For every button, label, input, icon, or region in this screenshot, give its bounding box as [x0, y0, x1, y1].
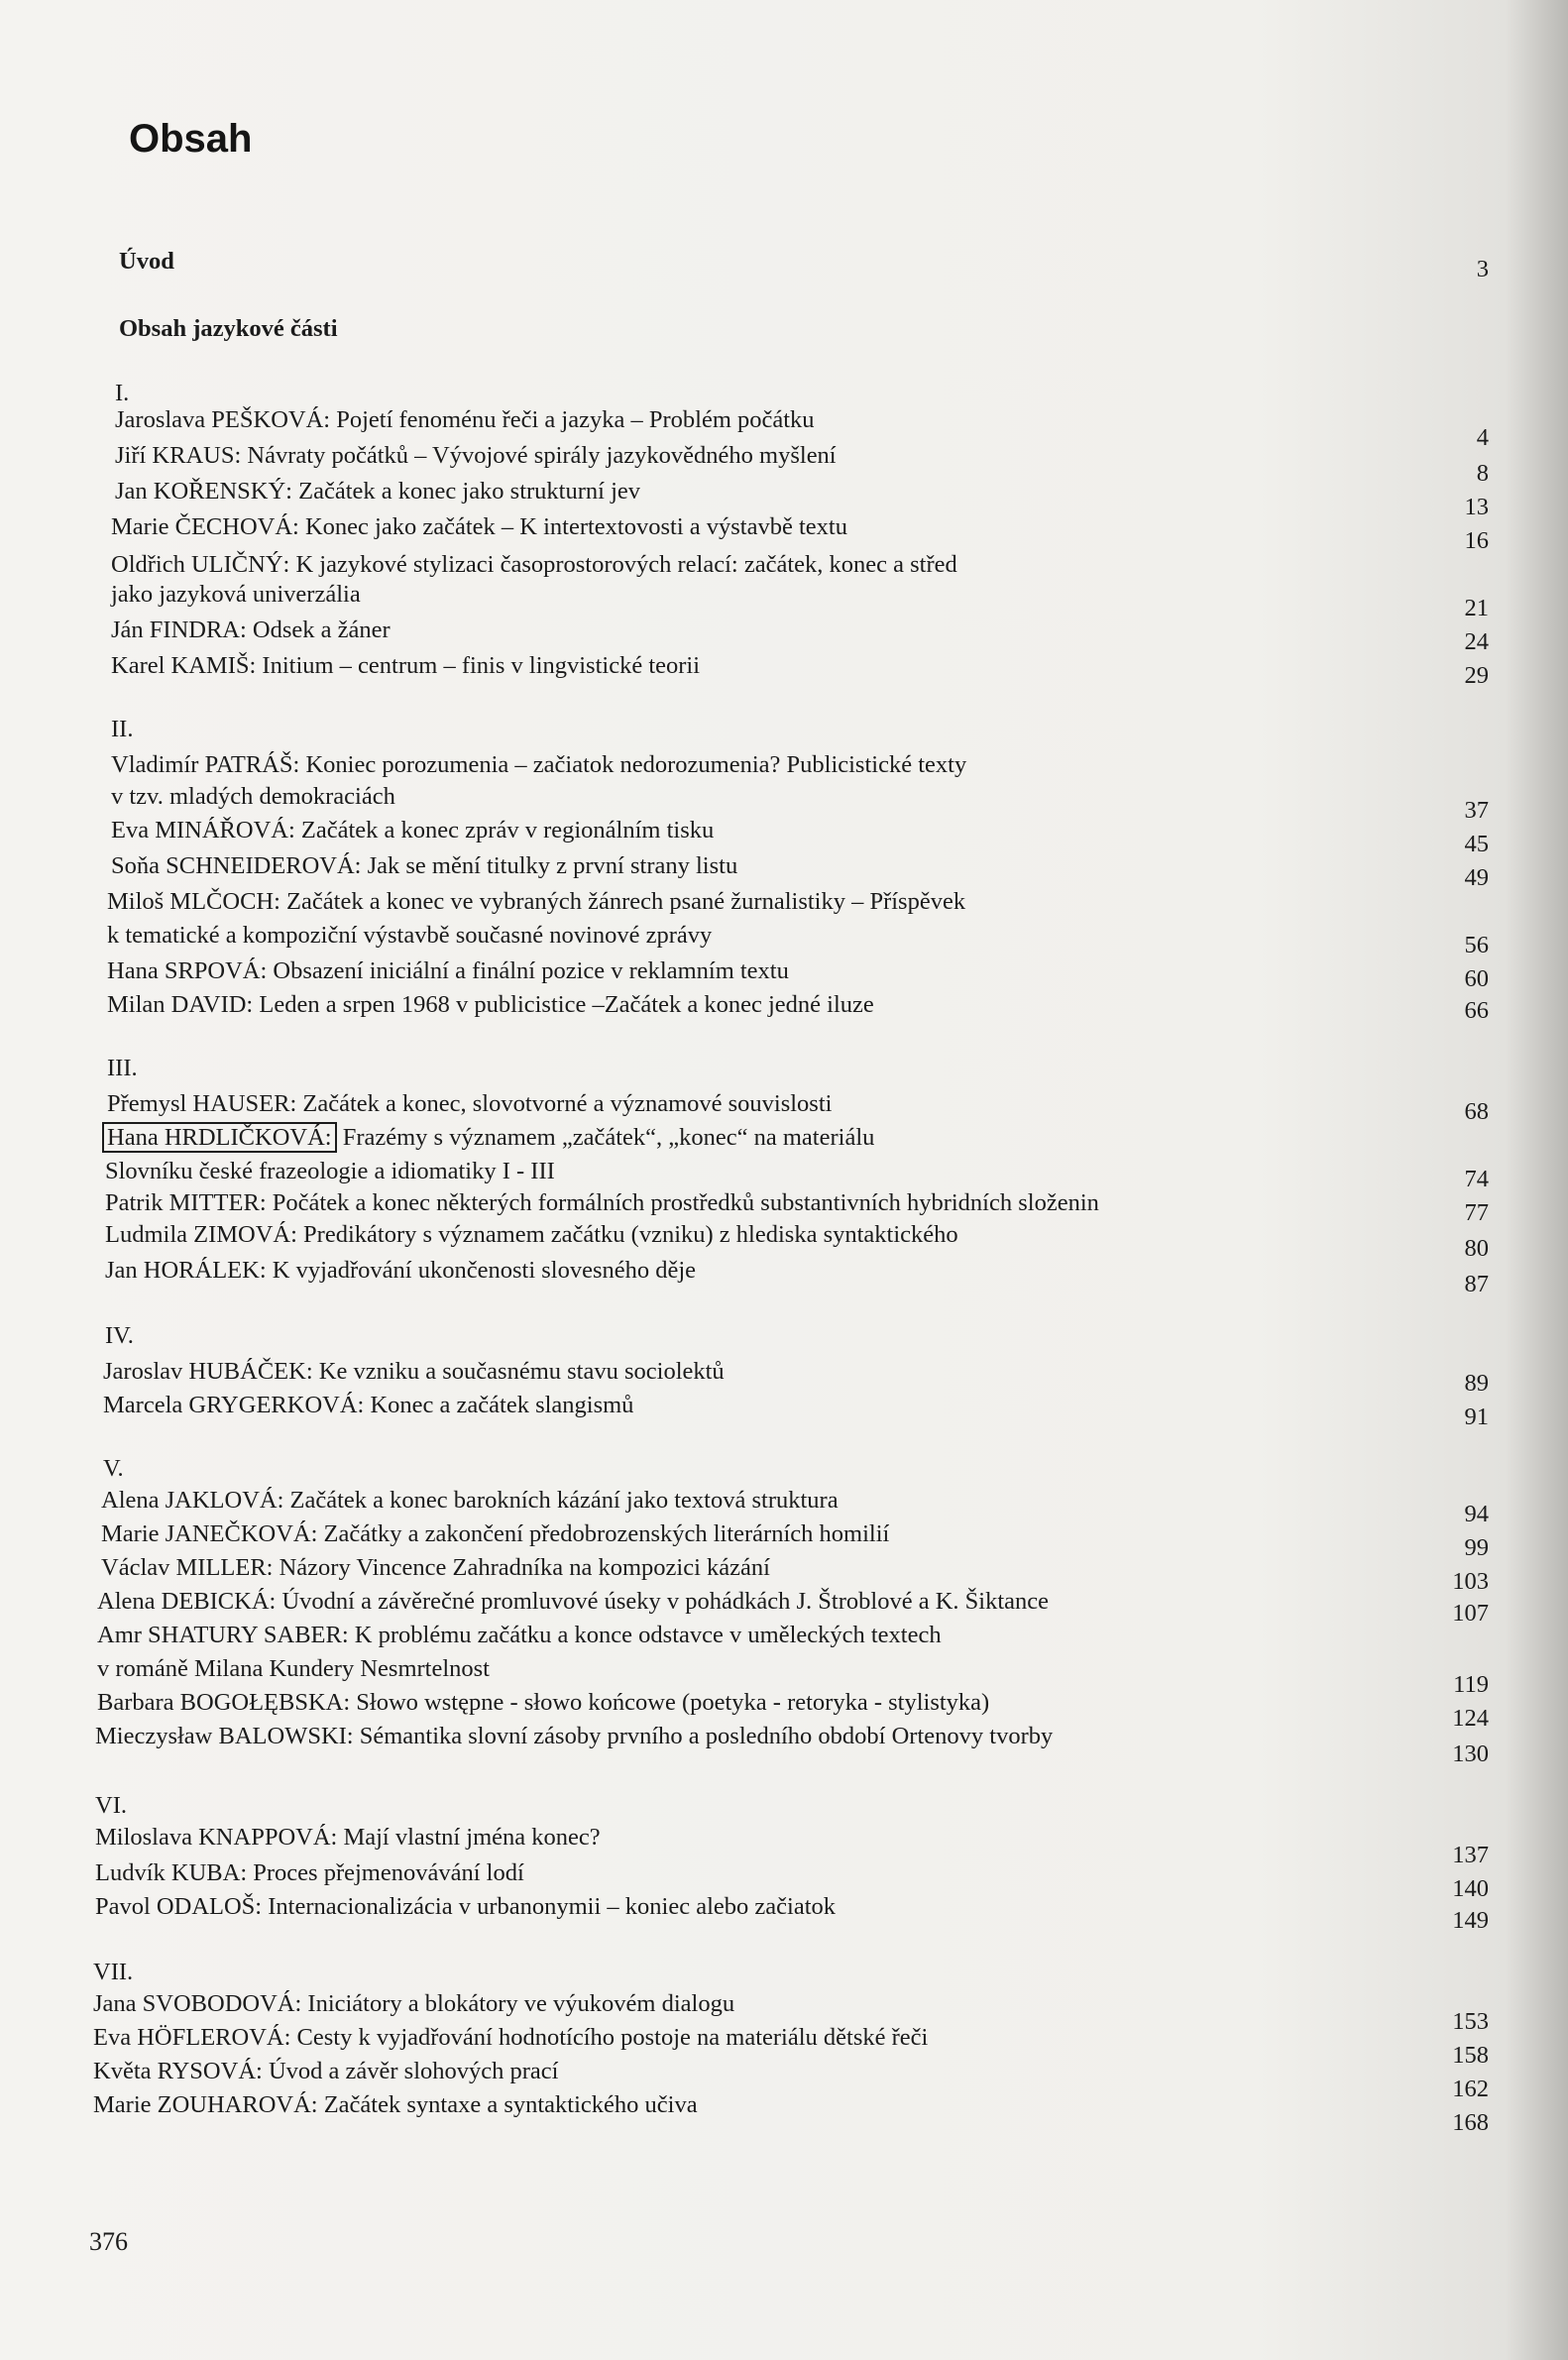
- toc-page-number: 77: [1464, 1199, 1489, 1226]
- toc-page-number: 24: [1464, 628, 1489, 655]
- toc-entry: [105, 1221, 958, 1249]
- toc-page-number: 149: [1452, 1907, 1489, 1934]
- toc-entry: [95, 1723, 1053, 1750]
- toc-entry: [115, 380, 129, 407]
- toc-page-number: 153: [1452, 2008, 1489, 2035]
- toc-entry: [95, 1893, 836, 1921]
- toc-entry: [93, 2024, 928, 2052]
- toc-entry-text: Jaroslava PEŠKOVÁ: Pojetí fenoménu řeči a jazyka – Problém počátku: [115, 406, 815, 433]
- toc-entry-text: Frazémy s významem „začátek“, „konec“ na materiálu: [342, 1124, 875, 1151]
- toc-page-number: 99: [1464, 1534, 1489, 1561]
- toc-page-number: 60: [1464, 965, 1489, 992]
- toc-entry-text: Jaroslav HUBÁČEK: Ke vzniku a současnému stavu sociolektů: [103, 1358, 725, 1385]
- toc-entry: [111, 716, 133, 743]
- toc-entry: [97, 1655, 490, 1683]
- toc-entry-text: v tzv. mladých demokraciách: [111, 783, 395, 810]
- toc-entry-text: Vladimír PATRÁŠ: Koniec porozumenia – začiatok nedorozumenia? Publicistické texty: [111, 751, 967, 778]
- toc-entry-text: Eva MINÁŘOVÁ: Začátek a konec zpráv v regionálním tisku: [111, 817, 715, 843]
- toc-entry: [97, 1622, 942, 1649]
- toc-page-number: 16: [1464, 527, 1489, 554]
- toc-entry-text: Václav MILLER: Názory Vincence Zahradníka na kompozici kázání: [101, 1554, 770, 1581]
- toc-entry: [115, 478, 640, 506]
- toc-page-number: 140: [1452, 1875, 1489, 1902]
- toc-entry: [95, 1792, 127, 1820]
- toc-entry-text: Alena DEBICKÁ: Úvodní a závěrečné promluvové úseky v pohádkách J. Štroblové a K. Šiktance: [97, 1588, 1050, 1615]
- toc-entry: [111, 783, 395, 811]
- toc-entry-text: I.: [115, 380, 130, 406]
- toc-page-number: 74: [1464, 1166, 1489, 1192]
- toc-page-number: 68: [1464, 1098, 1489, 1125]
- toc-page-number: 66: [1464, 997, 1489, 1024]
- toc-entry: [107, 1055, 138, 1082]
- toc-entry: [103, 1358, 725, 1386]
- toc-entry-text: Jiří KRAUS: Návraty počátků – Vývojové spirály jazykovědného myšlení: [115, 442, 837, 469]
- toc-entry-text: Ján FINDRA: Odsek a žáner: [111, 617, 391, 643]
- toc-page-number: 37: [1464, 797, 1489, 824]
- toc-entry: [105, 1158, 555, 1185]
- toc-page-number: 130: [1452, 1741, 1489, 1767]
- toc-entry: [107, 957, 789, 985]
- toc-entry-text: Soňa SCHNEIDEROVÁ: Jak se mění titulky z první strany listu: [111, 852, 738, 879]
- toc-entry: [95, 1859, 524, 1887]
- toc-page-number: 13: [1464, 494, 1489, 520]
- toc-entry: [95, 1824, 601, 1852]
- toc-page-number: 89: [1464, 1370, 1489, 1397]
- toc-entry-text: VI.: [95, 1792, 127, 1819]
- toc-entry: [105, 1189, 1099, 1217]
- toc-entry-text: Miloš MLČOCH: Začátek a konec ve vybraných žánrech psané žurnalistiky – Příspěvek: [107, 888, 966, 915]
- toc-entry: [111, 817, 714, 844]
- toc-entry-text: Ludmila ZIMOVÁ: Predikátory s významem začátku (vzniku) z hlediska syntaktického: [105, 1221, 958, 1248]
- toc-page-number: 124: [1452, 1705, 1489, 1732]
- toc-entry: [103, 1455, 124, 1483]
- toc-page-number: 162: [1452, 2076, 1489, 2102]
- toc-entry: [111, 551, 957, 579]
- toc-entry: [107, 991, 874, 1019]
- toc-page-number: 168: [1452, 2109, 1489, 2136]
- boxed-author: Hana HRDLIČKOVÁ:: [102, 1122, 337, 1153]
- toc-entry-text: Patrik MITTER: Počátek a konec některých formálních prostředků substantivních hybridních složenin: [105, 1189, 1099, 1216]
- toc-page-number: 29: [1464, 662, 1489, 689]
- toc-entry-text: Květa RYSOVÁ: Úvod a závěr slohových prací: [93, 2058, 559, 2084]
- toc-entry: [93, 1959, 133, 1986]
- toc-entry: [111, 751, 966, 779]
- toc-entry: [97, 1689, 989, 1717]
- toc-entry-text: Hana SRPOVÁ: Obsazení iniciální a finální pozice v reklamním textu: [107, 957, 789, 984]
- toc-entry-text: Obsah jazykové části: [119, 315, 338, 342]
- toc-entry: [111, 581, 361, 609]
- toc-entry-text: Slovníku české frazeologie a idiomatiky I - III: [105, 1158, 555, 1184]
- toc-entry: [111, 652, 700, 680]
- toc-entry-text: Milan DAVID: Leden a srpen 1968 v publicistice –Začátek a konec jedné iluze: [107, 991, 874, 1018]
- toc-entry-text: Jana SVOBODOVÁ: Iniciátory a blokátory ve výukovém dialogu: [93, 1990, 735, 2017]
- toc-page-number: 4: [1476, 424, 1489, 451]
- page-number: 376: [89, 2227, 128, 2256]
- page-title: Obsah: [129, 117, 253, 161]
- toc-entry-text: Jan HORÁLEK: K vyjadřování ukončenosti slovesného děje: [105, 1257, 697, 1284]
- toc-entry: [107, 888, 965, 916]
- toc-entry-text: Marie ČECHOVÁ: Konec jako začátek – K intertextovosti a výstavbě textu: [111, 513, 847, 540]
- toc-entry: [111, 852, 737, 880]
- toc-entry: [107, 922, 712, 950]
- toc-page-number: 21: [1464, 595, 1489, 621]
- toc-entry: [101, 1554, 770, 1582]
- toc-page-number: 56: [1464, 932, 1489, 958]
- toc-entry-text: IV.: [105, 1322, 134, 1349]
- toc-entry: [119, 315, 338, 343]
- toc-entry-text: Jan KOŘENSKÝ: Začátek a konec jako strukturní jev: [115, 478, 641, 505]
- toc-entry-text: Mieczysław BALOWSKI: Sémantika slovní zásoby prvního a posledního období Ortenovy tvorby: [95, 1723, 1054, 1749]
- toc-entry: [93, 2058, 558, 2085]
- toc-entry: [101, 1487, 839, 1515]
- toc-entry-text: Barbara BOGOŁĘBSKA: Słowo wstępne - słowo końcowe (poetyka - retoryka - stylistyka): [97, 1689, 990, 1716]
- toc-entry-text: Ludvík KUBA: Proces přejmenovávání lodí: [95, 1859, 524, 1886]
- toc-page-number: 80: [1464, 1235, 1489, 1262]
- toc-entry: [115, 406, 815, 434]
- toc-entry-text: Marie JANEČKOVÁ: Začátky a zakončení předobrozenských literárních homilií: [101, 1520, 890, 1547]
- toc-entry-text: Oldřich ULIČNÝ: K jazykové stylizaci časoprostorových relací: začátek, konec a střed: [111, 551, 957, 578]
- toc-page-number: 91: [1464, 1404, 1489, 1430]
- toc-page-number: 87: [1464, 1271, 1489, 1297]
- toc-entry-text: VII.: [93, 1959, 134, 1985]
- toc-entry: [107, 1124, 874, 1152]
- toc-entry: [107, 1090, 832, 1118]
- toc-entry-text: Přemysl HAUSER: Začátek a konec, slovotvorné a významové souvislosti: [107, 1090, 833, 1117]
- toc-entry-text: Pavol ODALOŠ: Internacionalizácia v urbanonymii – koniec alebo začiatok: [95, 1893, 836, 1920]
- toc-page-number: 49: [1464, 864, 1489, 891]
- toc-entry-text: Úvod: [119, 248, 174, 275]
- toc-entry-text: III.: [107, 1055, 138, 1081]
- toc-entry: [105, 1257, 696, 1285]
- toc-entry-text: Miloslava KNAPPOVÁ: Mají vlastní jména konec?: [95, 1824, 601, 1851]
- toc-page-number: 158: [1452, 2042, 1489, 2069]
- toc-entry-text: Amr SHATURY SABER: K problému začátku a konce odstavce v uměleckých textech: [97, 1622, 942, 1648]
- toc-page-number: 94: [1464, 1501, 1489, 1527]
- toc-entry: [115, 442, 837, 470]
- toc-entry: [101, 1520, 889, 1548]
- toc-page-number: 8: [1476, 460, 1489, 487]
- toc-entry-text: jako jazyková univerzália: [111, 581, 361, 608]
- toc-page-number: 103: [1452, 1568, 1489, 1595]
- toc-entry: [97, 1588, 1049, 1616]
- toc-entry-text: V.: [103, 1455, 124, 1482]
- toc-entry: [103, 1392, 633, 1419]
- toc-entry-text: k tematické a kompoziční výstavbě současné novinové zprávy: [107, 922, 713, 949]
- toc-page-number: 137: [1452, 1842, 1489, 1868]
- toc-entry-text: II.: [111, 716, 134, 742]
- toc-entry-text: Marcela GRYGERKOVÁ: Konec a začátek slangismů: [103, 1392, 634, 1418]
- toc-page-number: 3: [1476, 256, 1489, 282]
- toc-entry-text: Marie ZOUHAROVÁ: Začátek syntaxe a syntaktického učiva: [93, 2091, 698, 2118]
- toc-entry-text: Eva HÖFLEROVÁ: Cesty k vyjadřování hodnotícího postoje na materiálu dětské řeči: [93, 2024, 929, 2051]
- toc-entry-text: Karel KAMIŠ: Initium – centrum – finis v lingvistické teorii: [111, 652, 701, 679]
- toc-page-number: 107: [1452, 1600, 1489, 1627]
- toc-entry-text: Alena JAKLOVÁ: Začátek a konec barokních kázání jako textová struktura: [101, 1487, 839, 1514]
- toc-page-number: 119: [1453, 1671, 1489, 1698]
- toc-entry: [105, 1322, 134, 1350]
- toc-entry: [119, 248, 174, 276]
- toc-entry: [93, 2091, 698, 2119]
- toc-page-number: 45: [1464, 831, 1489, 857]
- toc-entry: [93, 1990, 734, 2018]
- toc-entry-text: v románě Milana Kundery Nesmrtelnost: [97, 1655, 490, 1682]
- toc-entry: [111, 617, 391, 644]
- toc-entry: [111, 513, 847, 541]
